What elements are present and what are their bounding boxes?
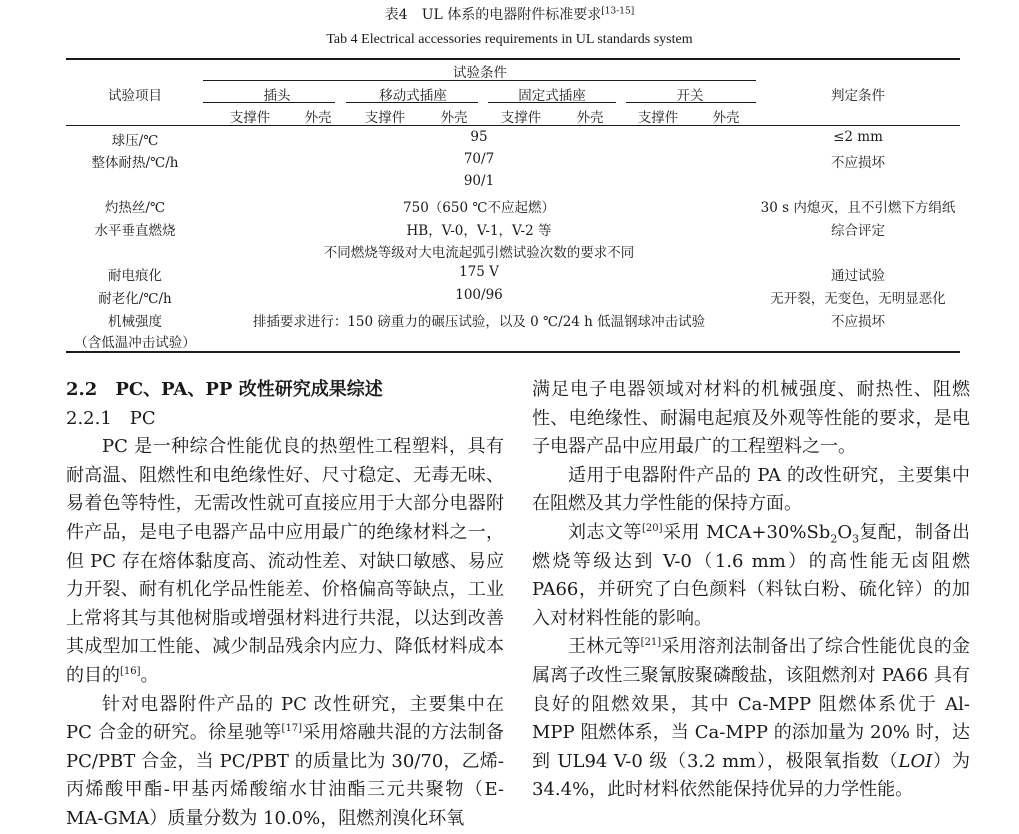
paragraph: 刘志文等[20]采用 $MCA+30\%Sb_2O_3$复配，制备出燃烧等级达到 V-0（1.6 mm）的高性能无卤阻燃 PA66，并研究了白色颜料（料钛白粉、硫化锌）的加入对材料性能的影响。 xyxy=(532,521,971,629)
subsection-title: 2.2.1 PC xyxy=(66,407,156,429)
table-row-item: 球压/℃ xyxy=(111,133,159,149)
paragraph: 满足电子电器领域对材料的机械强度、耐热性、阻燃性、电绝缘性、耐漏电起痕及外观等性能的要求，是电子电器产品中应用最广的工程塑料之一。 xyxy=(532,379,970,458)
table-row-judge: ≤2 mm xyxy=(833,129,883,145)
table-row-value: 175 V xyxy=(459,264,499,280)
table-row-judge: 无开裂，无变色，无明显恶化 xyxy=(770,291,946,307)
header-group-switch: 开关 xyxy=(676,88,704,104)
header-sub-shell: 外壳 xyxy=(440,110,468,126)
table-row-value: 750（650 ℃不应起燃） xyxy=(403,200,555,216)
header-sub-support: 支撑件 xyxy=(637,110,679,126)
table-row-item: 整体耐热/℃/h xyxy=(91,155,179,171)
table-row-item: 耐电痕化 xyxy=(108,268,162,284)
table-row-judge: 通过试验 xyxy=(831,268,885,284)
table-row-judge: 30 s 内熄灭，且不引燃下方绢纸 xyxy=(760,200,956,216)
table-caption-zh: 表4 UL 体系的电器附件标准要求[13-15] xyxy=(384,6,635,23)
header-test-item: 试验项目 xyxy=(108,88,162,104)
table-row-item: 机械强度 xyxy=(108,314,162,330)
paragraph: PC 是一种综合性能优良的热塑性工程塑料，具有耐高温、阻燃性和电绝缘性好、尺寸稳定、无毒无味、易着色等特性，无需改性就可直接应用于大部分电器附件产品，是电子电器产品中应用最广的绝缘材料之一，但 PC 存在熔体黏度高、流动性差、对缺口敏感、易应力开裂、耐有机化学品性能差、价格偏高等缺点，工业上常将其与其他树脂或增强材料进行共混，以达到改善其成型加工性能、减少制品残余内应力、降低材料成本的目的[16]。 xyxy=(66,436,504,686)
header-sub-shell: 外壳 xyxy=(304,110,332,126)
table-row-value: HB，V-0，V-1，V-2 等 xyxy=(406,223,552,239)
table-row-item: 灼热丝/℃ xyxy=(104,200,166,216)
header-judgement: 判定条件 xyxy=(831,88,885,104)
table-row-item: 耐老化/℃/h xyxy=(98,291,172,307)
header-conditions: 试验条件 xyxy=(453,65,507,81)
body-column-left xyxy=(66,376,504,834)
table-row-judge: 不应损坏 xyxy=(831,314,885,330)
header-sub-support: 支撑件 xyxy=(229,110,271,126)
table-row-judge: 不应损坏 xyxy=(831,155,885,171)
body-column-right xyxy=(532,376,970,805)
table-row-value: 排插要求进行：150 磅重力的碾压试验，以及 0 ℃/24 h 低温钢球冲击试验 xyxy=(252,314,706,330)
header-sub-support: 支撑件 xyxy=(500,110,542,126)
section-title: 2.2 PC、PA、PP 改性研究成果综述 xyxy=(66,379,383,400)
table-row-value: 不同燃烧等级对大电流起弧引燃试验次数的要求不同 xyxy=(323,245,635,261)
header-group-mobile-socket: 移动式插座 xyxy=(379,88,447,104)
header-group-plug: 插头 xyxy=(263,88,291,104)
header-sub-shell: 外壳 xyxy=(712,110,740,126)
header-group-fixed-socket: 固定式插座 xyxy=(518,88,586,104)
table-row-value: 90/1 xyxy=(463,173,495,189)
paragraph: 王林元等[21]采用溶剂法制备出了综合性能优良的金属离子改性三聚氰胺聚磷酸盐，该阻燃剂对 PA66 具有良好的阻燃效果，其中 Ca-MPP 阻燃体系优于 Al-MPP 阻燃体系，当 Ca-MPP 的添加量为 20% 时，达到 UL94 V-0 级（3.2 mm），极限氧指数（LOI）为 34.4%，此时材料依然能保持优异的力学性能。 xyxy=(532,636,971,801)
table-row-item: （含低温冲击试验） xyxy=(74,335,196,351)
table-row-judge: 综合评定 xyxy=(831,223,885,239)
table-bottom-rule xyxy=(66,351,960,353)
table-top-rule xyxy=(66,58,960,60)
table-row-value: 100/96 xyxy=(455,287,503,303)
table-row-item: 水平垂直燃烧 xyxy=(94,223,176,239)
header-sub-shell: 外壳 xyxy=(576,110,604,126)
table-caption-en: Tab 4 Electrical accessories requirements in UL standards system xyxy=(326,32,693,47)
paragraph: 针对电器附件产品的 PC 改性研究，主要集中在 PC 合金的研究。徐星驰等[17]采用熔融共混的方法制备 PC/PBT 合金，当 PC/PBT 的质量比为 30/70，乙烯-丙烯酸甲酯-甲基丙烯酸缩水甘油酯三元共聚物（E-MA-GMA）质量分数为 10.0%，阻燃剂溴化环氧 xyxy=(66,693,505,829)
table-row-value: 95 xyxy=(470,129,488,145)
caption-ref: [13-15] xyxy=(601,6,635,17)
table-row-value: 70/7 xyxy=(463,151,495,167)
paragraph: 适用于电器附件产品的 PA 的改性研究，主要集中在阻燃及其力学性能的保持方面。 xyxy=(532,464,970,515)
header-sub-support: 支撑件 xyxy=(364,110,406,126)
